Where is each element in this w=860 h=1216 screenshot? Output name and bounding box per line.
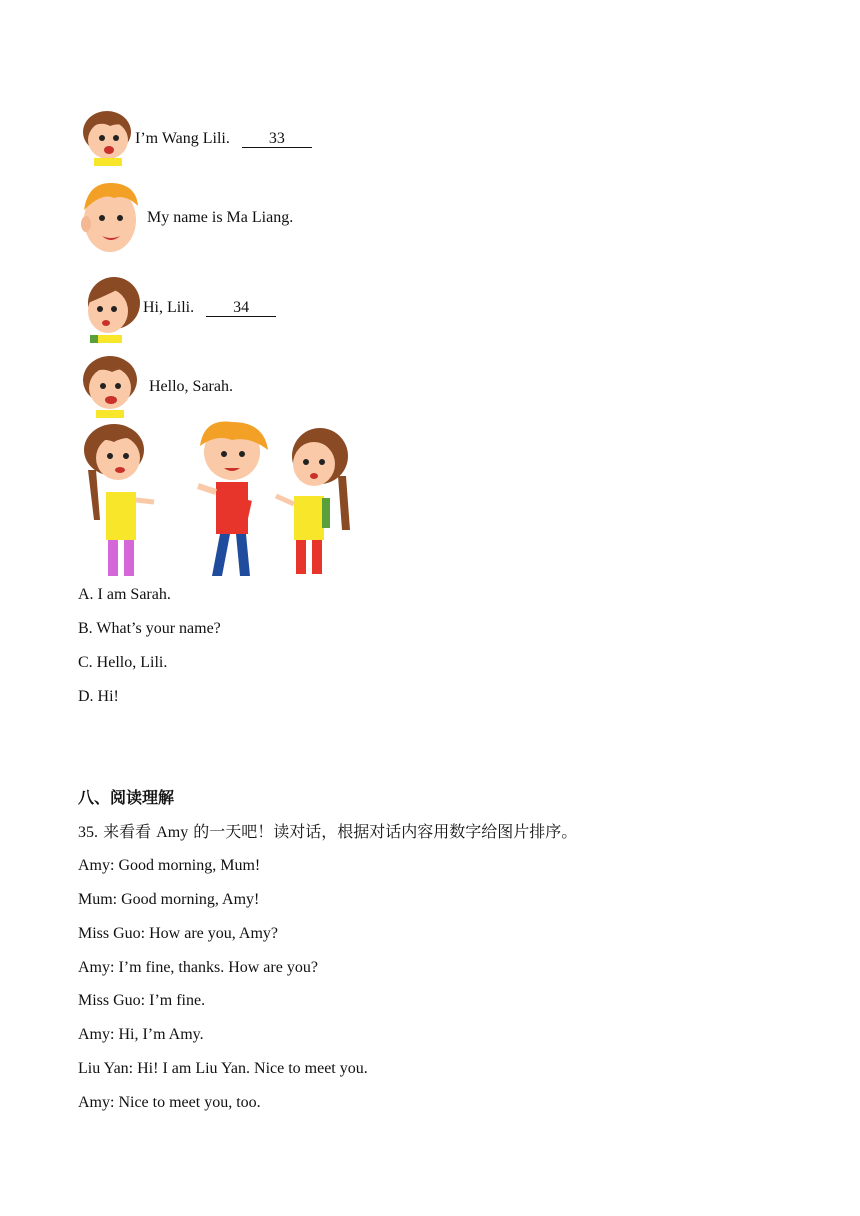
dialogue-line-4 <box>149 377 233 397</box>
girl-brown-hair-icon <box>80 108 134 166</box>
option-a: A. I am Sarah. <box>78 586 171 603</box>
dialogue-line-1 <box>135 129 312 149</box>
option-b: B. What’s your name? <box>78 620 221 637</box>
girl-right-figure <box>276 428 350 574</box>
section-heading: 八、阅读理解 <box>78 788 175 807</box>
girl-brown-hair-icon <box>80 352 140 418</box>
dialogue-text: My name is Ma Liang. <box>147 209 294 226</box>
dialogue-line-3 <box>143 298 276 318</box>
reading-line: Amy: I’m fine, thanks. How are you? <box>78 959 318 976</box>
girl-left-figure <box>84 424 154 576</box>
option-c: C. Hello, Lili. <box>78 654 168 671</box>
dialogue-text: Hello, Sarah. <box>149 378 233 395</box>
three-children-illustration <box>80 420 355 578</box>
reading-line: Miss Guo: I’m fine. <box>78 992 206 1009</box>
girl-braid-icon <box>80 273 142 343</box>
boy-orange-hair-icon <box>78 180 140 256</box>
dialogue-text: Hi, Lili. <box>143 299 195 316</box>
reading-line: Liu Yan: Hi! I am Liu Yan. Nice to meet you. <box>78 1060 368 1077</box>
boy-middle-figure <box>198 422 268 577</box>
question-number: 35. <box>78 824 98 841</box>
reading-line: Mum: Good morning, Amy! <box>78 891 260 908</box>
question-prompt-pre: 来看看 <box>103 822 152 841</box>
question-prompt <box>78 822 577 843</box>
reading-line: Amy: Hi, I’m Amy. <box>78 1026 204 1043</box>
answer-blank: 34 <box>206 298 276 318</box>
dialogue-text: I’m Wang Lili. <box>135 130 230 147</box>
dialogue-line-2 <box>147 208 293 228</box>
option-d: D. Hi! <box>78 688 119 705</box>
reading-line: Amy: Nice to meet you, too. <box>78 1094 261 1111</box>
reading-line: Amy: Good morning, Mum! <box>78 857 261 874</box>
answer-blank: 33 <box>242 129 312 149</box>
question-prompt-name: Amy <box>156 824 189 841</box>
question-prompt-post: 的一天吧！读对话，根据对话内容用数字给图片排序。 <box>193 822 578 841</box>
reading-line: Miss Guo: How are you, Amy? <box>78 925 278 942</box>
